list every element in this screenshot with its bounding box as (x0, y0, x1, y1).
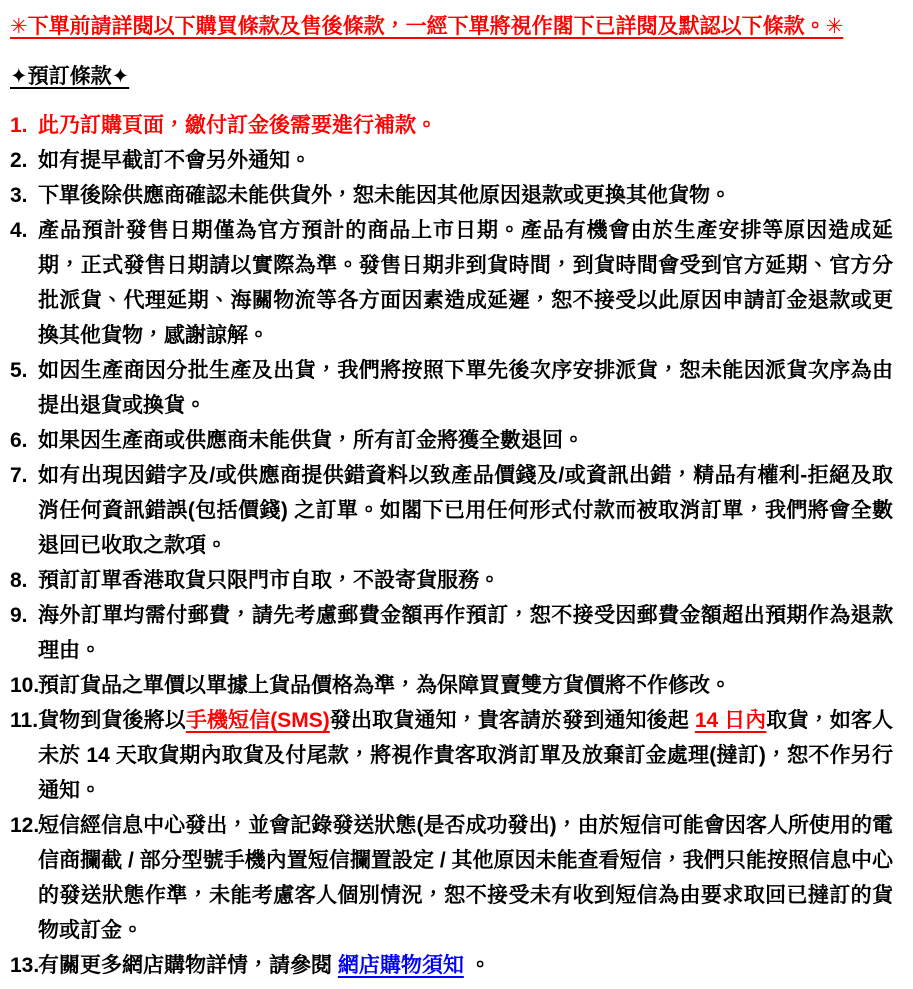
term-text (38, 674, 731, 697)
term-number: 9. (10, 604, 28, 627)
term-item-12 (10, 808, 893, 948)
term-item-1 (10, 108, 893, 143)
plain-text: 。 (463, 954, 491, 977)
term-item-7 (10, 458, 893, 563)
term-item-2 (10, 143, 893, 178)
plain-text: 短信經信息中心發出，並會記錄發送狀態(是否成功發出)，由於短信可能會因客人所使用的電信商攔截 / 部分型號手機內置短信攔置設定 / 其他原因未能查看短信，我們只能按照信息中心的發送狀態作準，未能考慮客人個別情況，恕不接受未有收到短信為由要求取回已撻訂的貨物或訂金。 (38, 814, 893, 942)
plain-text: 如因生產商因分批生產及出貨，我們將按照下單先後次序安排派貨，恕未能因派貨次序為由提出退貨或換貨。 (38, 359, 893, 417)
term-number: 4. (10, 219, 28, 242)
term-number: 12. (10, 814, 40, 837)
term-text (38, 814, 893, 942)
term-text (38, 149, 311, 172)
term-item-13 (10, 948, 893, 983)
term-text (38, 464, 893, 557)
term-item-3 (10, 178, 893, 213)
term-number: 13. (10, 954, 40, 977)
term-number: 11. (10, 709, 39, 732)
term-item-6 (10, 423, 893, 458)
terms-list (10, 108, 893, 983)
term-number: 7. (10, 464, 28, 487)
term-text (38, 429, 584, 452)
term-item-11 (10, 703, 893, 808)
term-text (38, 359, 893, 417)
plain-text: 產品預計發售日期僅為官方預計的商品上市日期。產品有機會由於生產安排等原因造成延期，正式發售日期請以實際為準。發售日期非到貨時間，到貨時間會受到官方延期、官方分批派貨、代理延期、海關物流等各方面因素造成延遲，恕不接受以此原因申請訂金退款或更換其他貨物，感謝諒解。 (38, 219, 893, 347)
term-item-9 (10, 598, 893, 668)
plain-text: 有關更多網店購物詳情，請參閱 (38, 954, 338, 977)
term-number: 3. (10, 184, 28, 207)
term-number: 6. (10, 429, 28, 452)
term-number: 8. (10, 569, 28, 592)
term-text (38, 954, 491, 977)
highlighted-red-text: 14 日內 (694, 709, 767, 732)
plain-text: 發出取貨通知，貴客請於發到通知後起 (329, 709, 695, 732)
term-text (38, 569, 500, 592)
term-number: 1. (10, 114, 28, 137)
term-text (38, 604, 893, 662)
plain-text: 預訂貨品之單價以單據上貨品價格為準，為保障買賣雙方貨價將不作修改。 (38, 674, 731, 697)
section-heading-preorder-terms: ✦預訂條款✦ (10, 65, 130, 88)
term-text (38, 709, 893, 802)
plain-text: 下單後除供應商確認未能供貨外，恕未能因其他原因退款或更換其他貨物。 (38, 184, 731, 207)
plain-text: 貨物到貨後將以 (38, 709, 186, 732)
plain-text: 如有出現因錯字及/或供應商提供錯資料以致產品價錢及/或資訊出錯，精品有權利-拒絕及取消任何資訊錯誤(包括價錢) 之訂單。如閣下已用任何形式付款而被取消訂單，我們將會全數退回已收取之款項。 (38, 464, 893, 557)
term-item-4 (10, 213, 893, 353)
highlighted-red-text: 手機短信(SMS) (185, 709, 330, 732)
term-item-10 (10, 668, 893, 703)
plain-text: 海外訂單均需付郵費，請先考慮郵費金額再作預訂，恕不接受因郵費金額超出預期作為退款理由。 (38, 604, 893, 662)
pre-order-warning-banner: ✳下單前請詳閱以下購買條款及售後條款，一經下單將視作閣下已詳閱及默認以下條款。✳ (10, 15, 844, 38)
term-text (38, 184, 731, 207)
plain-text: 如果因生產商或供應商未能供貨，所有訂金將獲全數退回。 (38, 429, 584, 452)
store-shopping-notice-link[interactable]: 網店購物須知 (337, 954, 464, 977)
term-number: 2. (10, 149, 28, 172)
term-number: 5. (10, 359, 28, 382)
term-item-8 (10, 563, 893, 598)
term-item-5 (10, 353, 893, 423)
term-text (38, 114, 437, 137)
plain-text: 取貨，如客人未於 14 天取貨期內取貨及付尾款，將視作貴客取消訂單及放棄訂金處理(撻訂)，恕不作另行通知。 (38, 709, 893, 802)
term-text (38, 219, 893, 347)
plain-text: 預訂訂單香港取貨只限門市自取，不設寄貨服務。 (38, 569, 500, 592)
plain-text: 此乃訂購頁面，繳付訂金後需要進行補款。 (38, 114, 437, 137)
plain-text: 如有提早截訂不會另外通知。 (38, 149, 311, 172)
term-number: 10. (10, 674, 40, 697)
